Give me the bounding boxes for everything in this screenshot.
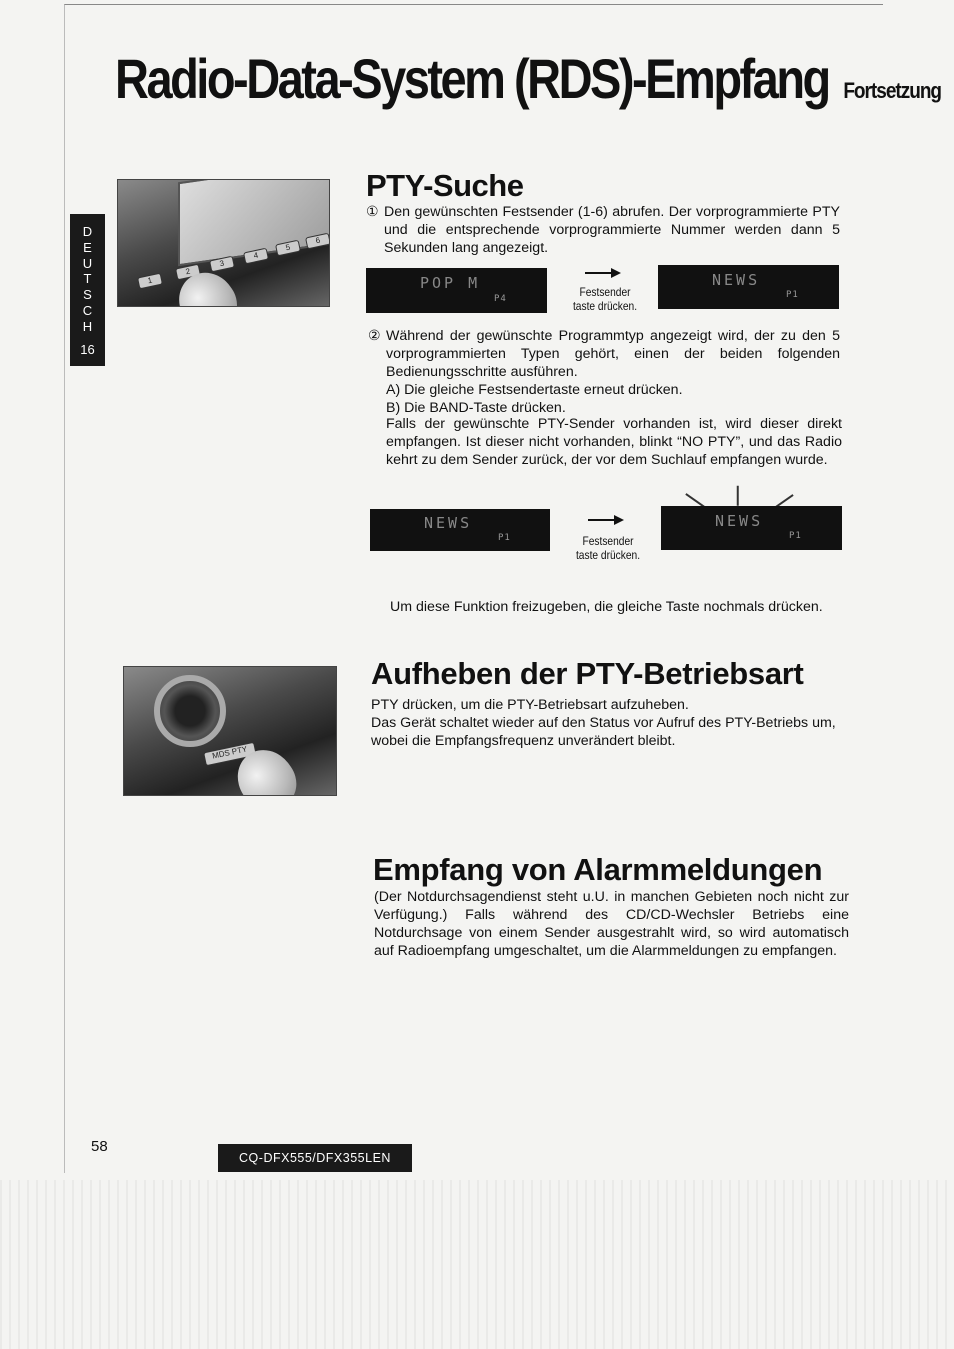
caption-line: taste drücken. xyxy=(572,299,638,313)
page-title xyxy=(115,46,941,111)
display-sub: P1 xyxy=(786,290,799,300)
language-letters xyxy=(70,224,105,335)
preset-button: 3 xyxy=(209,256,235,273)
display-sub: P1 xyxy=(789,531,802,541)
caption-line: Festsender xyxy=(579,285,631,299)
lcd-display-flashing xyxy=(661,506,842,550)
lcd-display xyxy=(658,265,839,309)
display-sub: P4 xyxy=(494,294,507,304)
tab-letter: H xyxy=(82,318,93,334)
page-number: 58 xyxy=(91,1138,108,1155)
lcd-display xyxy=(370,509,550,551)
tab-letter: D xyxy=(82,224,93,239)
alarm-heading: Empfang von Alarmmeldungen xyxy=(373,852,823,887)
title-continued: Fortsetzung xyxy=(843,79,942,104)
model-label: CQ-DFX555/DFX355LEN xyxy=(218,1144,412,1172)
arrow-icon xyxy=(585,268,621,278)
display-text: NEWS xyxy=(715,512,764,530)
preset-button: 5 xyxy=(275,240,301,257)
step-text: Den gewünschten Festsender (1-6) abrufen. Der vorprogrammierte PTY und die entsprechende vorprogrammierte Nummer werden dann 5 Sekunden lang angezeigt. xyxy=(384,204,840,256)
display-text: NEWS xyxy=(712,271,761,289)
result-text: Falls der gewünschte PTY-Sender vorhanden ist, wird dieser direkt empfangen. Ist dieser nicht vorhanden, blinkt “NO PTY”, und das Radio kehrt zu dem Sender zurück, der vor dem Suchlauf empfangen wurde. xyxy=(386,416,842,468)
pty-cancel-line1: PTY drücken, um die PTY-Betriebsart aufzuheben. xyxy=(371,697,689,713)
pty-search-heading: PTY-Suche xyxy=(366,168,524,203)
step-marker: ② xyxy=(368,328,381,344)
display-sub: P1 xyxy=(498,533,511,543)
display-text: POP M xyxy=(420,274,481,292)
pty-cancel-line2: Das Gerät schaltet wieder auf den Status vor Aufruf des PTY-Betriebs um, wobei die Empfangsfrequenz unverändert bleibt. xyxy=(371,715,836,749)
scan-edge xyxy=(0,1180,954,1349)
option-b: B) Die BAND-Taste drücken. xyxy=(386,400,566,416)
volume-knob xyxy=(154,675,226,747)
display-text: NEWS xyxy=(424,514,473,532)
preset-button: 2 xyxy=(175,264,201,281)
arrow-icon xyxy=(588,515,624,525)
release-text: Um diese Funktion freizugeben, die gleiche Taste nochmals drücken. xyxy=(390,599,823,615)
title-text: Radio-Data-System (RDS)-Empfang xyxy=(115,47,829,110)
preset-button: 1 xyxy=(137,273,163,290)
lcd-display xyxy=(366,268,547,313)
preset-button: 6 xyxy=(305,233,330,250)
preset-button: 4 xyxy=(243,248,269,265)
preset-buttons-photo xyxy=(117,179,330,307)
caption-line: Festsender xyxy=(582,534,634,548)
caption-line: taste drücken. xyxy=(575,548,641,562)
tab-letter: T xyxy=(83,271,92,287)
section-number: 16 xyxy=(80,342,95,357)
caption xyxy=(563,285,648,313)
step-2 xyxy=(368,327,840,381)
step-1 xyxy=(366,203,840,257)
language-tab xyxy=(70,214,105,366)
tab-letter: U xyxy=(82,255,93,271)
option-a: A) Die gleiche Festsendertaste erneut drücken. xyxy=(386,382,683,398)
step-text: Während der gewünschte Programmtyp angezeigt wird, der zu den 5 vorprogrammierten Typen gehört, einen der beiden folgenden Bedienungsschritte ausführen. xyxy=(386,328,840,380)
pty-button-photo xyxy=(123,666,337,796)
step-marker: ① xyxy=(366,204,379,220)
pty-button: MDS PTY xyxy=(203,742,257,767)
caption xyxy=(566,534,651,562)
tab-letter: E xyxy=(83,239,92,255)
flash-mark xyxy=(737,486,739,506)
tab-letter: S xyxy=(83,287,92,303)
tab-letter: C xyxy=(82,302,93,318)
pty-cancel-heading: Aufheben der PTY-Betriebsart xyxy=(371,656,804,691)
alarm-text: (Der Notdurchsagendienst steht u.U. in manchen Gebieten noch nicht zur Verfügung.) Falls während des CD/CD-Wechsler Betriebs eine Notdurchsage von einem Sender ausgestrahlt wird, so wird automatisch auf Radioempfang umgeschaltet, um die Alarmmeldungen zu empfangen. xyxy=(374,889,849,959)
